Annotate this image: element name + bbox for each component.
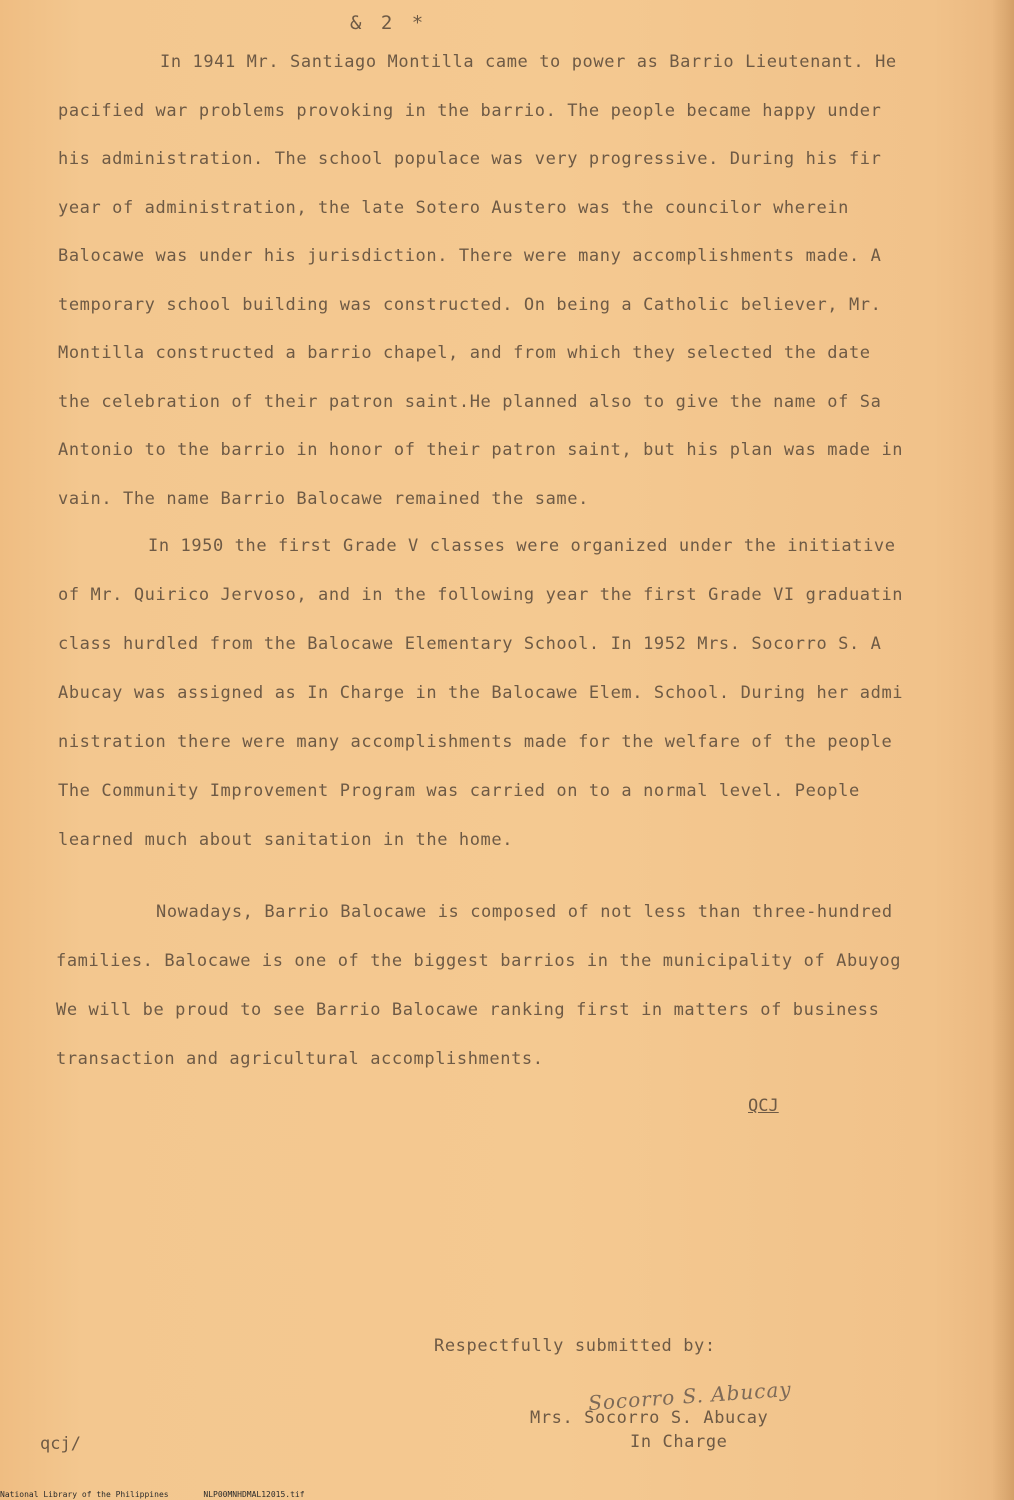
paragraph-1-line: vain. The name Barrio Balocawe remained the same. (58, 488, 589, 509)
paragraph-1-line: pacified war problems provoking in the barrio. The people became happy under (58, 100, 882, 121)
handwritten-signature: Socorro S. Abucay (587, 1376, 793, 1416)
paragraph-1-line: Montilla constructed a barrio chapel, and from which they selected the date (58, 343, 871, 363)
paragraph-2-line: In 1950 the first Grade V classes were organized under the initiative (148, 536, 896, 556)
paragraph-2-line: of Mr. Quirico Jervoso, and in the following year the first Grade VI graduatin (58, 585, 904, 605)
paragraph-1-line: the celebration of their patron saint.He planned also to give the name of Sa (58, 391, 882, 412)
typist-initials: QCJ (748, 1096, 779, 1116)
page-number: & 2 * (350, 12, 428, 34)
paragraph-1-line: his administration. The school populace was very progressive. During his fir (58, 149, 882, 169)
reference-initials: qcj/ (40, 1434, 81, 1454)
paragraph-1-line: year of administration, the late Sotero Austero was the councilor wherein (58, 197, 849, 218)
footer-filename: NLP00MNHDMAL12015.tif (203, 1490, 305, 1499)
paragraph-2-line: The Community Improvement Program was carried on to a normal level. People (58, 781, 860, 801)
footer-library: National Library of the Philippines (0, 1490, 169, 1499)
signer-name: Mrs. Socorro S. Abucay (530, 1408, 769, 1428)
paragraph-1-line: Balocawe was under his jurisdiction. There were many accomplishments made. A (58, 246, 882, 266)
paragraph-1-line: Antonio to the barrio in honor of their patron saint, but his plan was made in (58, 440, 904, 460)
paragraph-2-line: class hurdled from the Balocawe Elementary School. In 1952 Mrs. Socorro S. A (58, 634, 882, 654)
paragraph-1-line: temporary school building was constructed. On being a Catholic believer, Mr. (58, 294, 882, 315)
paper-edge-shadow (992, 0, 1014, 1500)
paragraph-2-line: learned much about sanitation in the home. (58, 830, 514, 850)
scan-footer (0, 1490, 335, 1499)
paragraph-2-line: nistration there were many accomplishments made for the welfare of the people (58, 732, 893, 752)
paragraph-3-line: families. Balocawe is one of the biggest barrios in the municipality of Abuyog (56, 951, 902, 971)
submitted-by-label: Respectfully submitted by: (434, 1336, 716, 1356)
paragraph-3-line: transaction and agricultural accomplishments. (56, 1049, 544, 1069)
paragraph-3-line: Nowadays, Barrio Balocawe is composed of not less than three-hundred (156, 902, 893, 922)
paragraph-3-line: We will be proud to see Barrio Balocawe ranking first in matters of business (56, 1000, 880, 1020)
signer-title: In Charge (630, 1432, 728, 1452)
paragraph-2-line: Abucay was assigned as In Charge in the Balocawe Elem. School. During her admi (58, 683, 904, 703)
paragraph-1-line: In 1941 Mr. Santiago Montilla came to power as Barrio Lieutenant. He (160, 52, 897, 72)
